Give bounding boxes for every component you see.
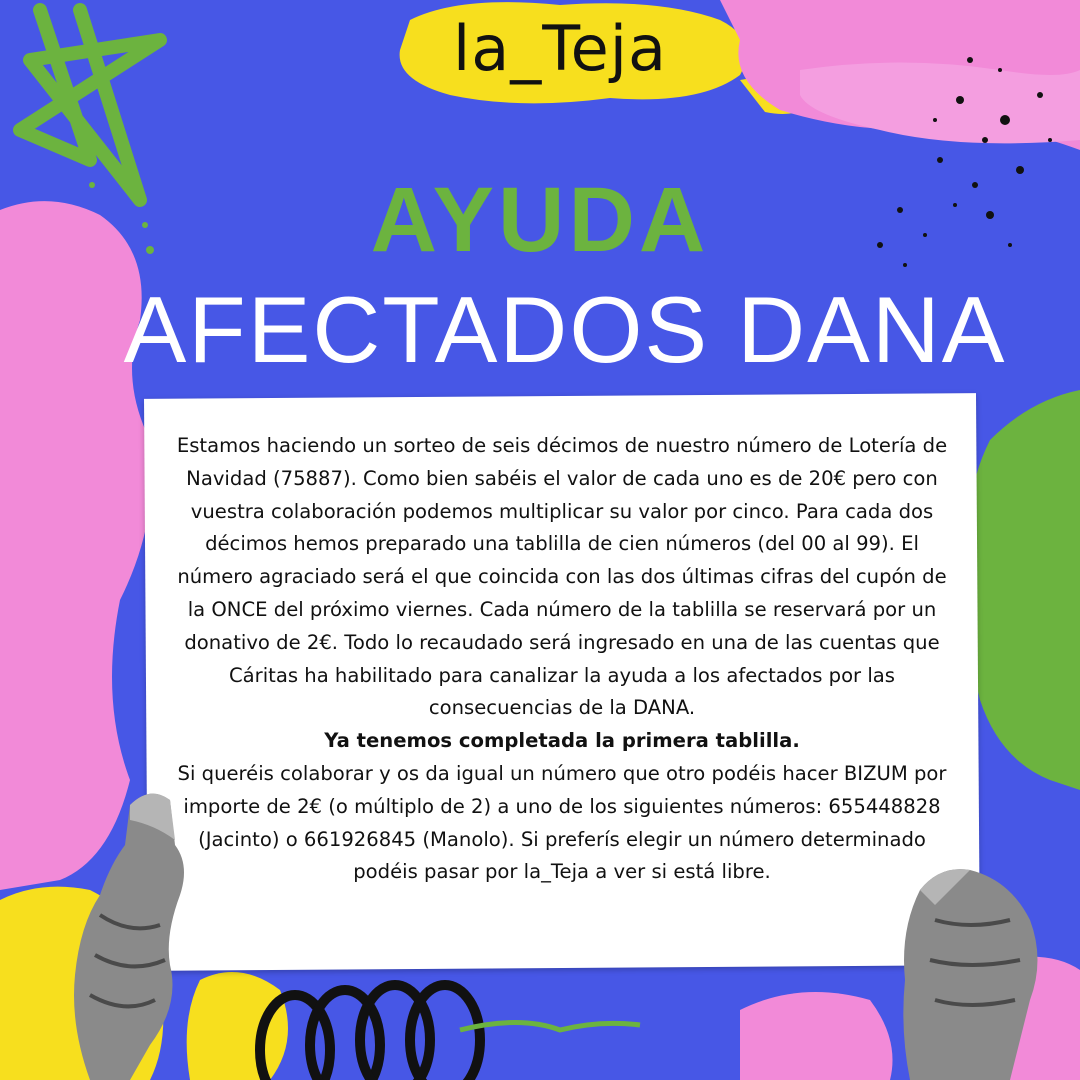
brand-logo: la_Teja — [453, 11, 667, 85]
notice-paragraph-raffle: Estamos haciendo un sorteo de seis décimos de nuestro número de Lotería de Navidad (75887). Como bien sabéis el valor de cada uno es de 20€ pero con vuestra colaboración podemos multiplicar su valor por cinco. Para cada dos décimos hemos preparado una tablilla de cien números (del 00 al 99). El número agraciado será el que coincida con las dos últimas cifras del cupón de la ONCE del próximo viernes. Cada número de la tablilla se reservará por un donativo de 2€. Todo lo recaudado será ingresado en una de las cuentas que Cáritas ha habilitado para canalizar la ayuda a los afectados por las consecuencias de la DANA. — [176, 434, 948, 720]
notice-highlight: Ya tenemos completada la primera tablilla. — [324, 729, 800, 753]
right-hand-illustration — [880, 860, 1050, 1080]
left-hand-illustration — [70, 785, 240, 1080]
notice-paragraph-bizum: Si queréis colaborar y os da igual un número que otro podéis hacer BIZUM por importe de 2€ (o múltiplo de 2) a uno de los siguientes números: 655448828 (Jacinto) o 661926845 (Manolo). Si preferís elegir un número determinado podéis pasar por la_Teja a ver si está libre. — [177, 761, 947, 884]
notice-text — [176, 430, 948, 889]
headline-afectados-dana: AFECTADOS DANA — [123, 277, 1007, 382]
headline-ayuda: AYUDA — [370, 169, 710, 271]
